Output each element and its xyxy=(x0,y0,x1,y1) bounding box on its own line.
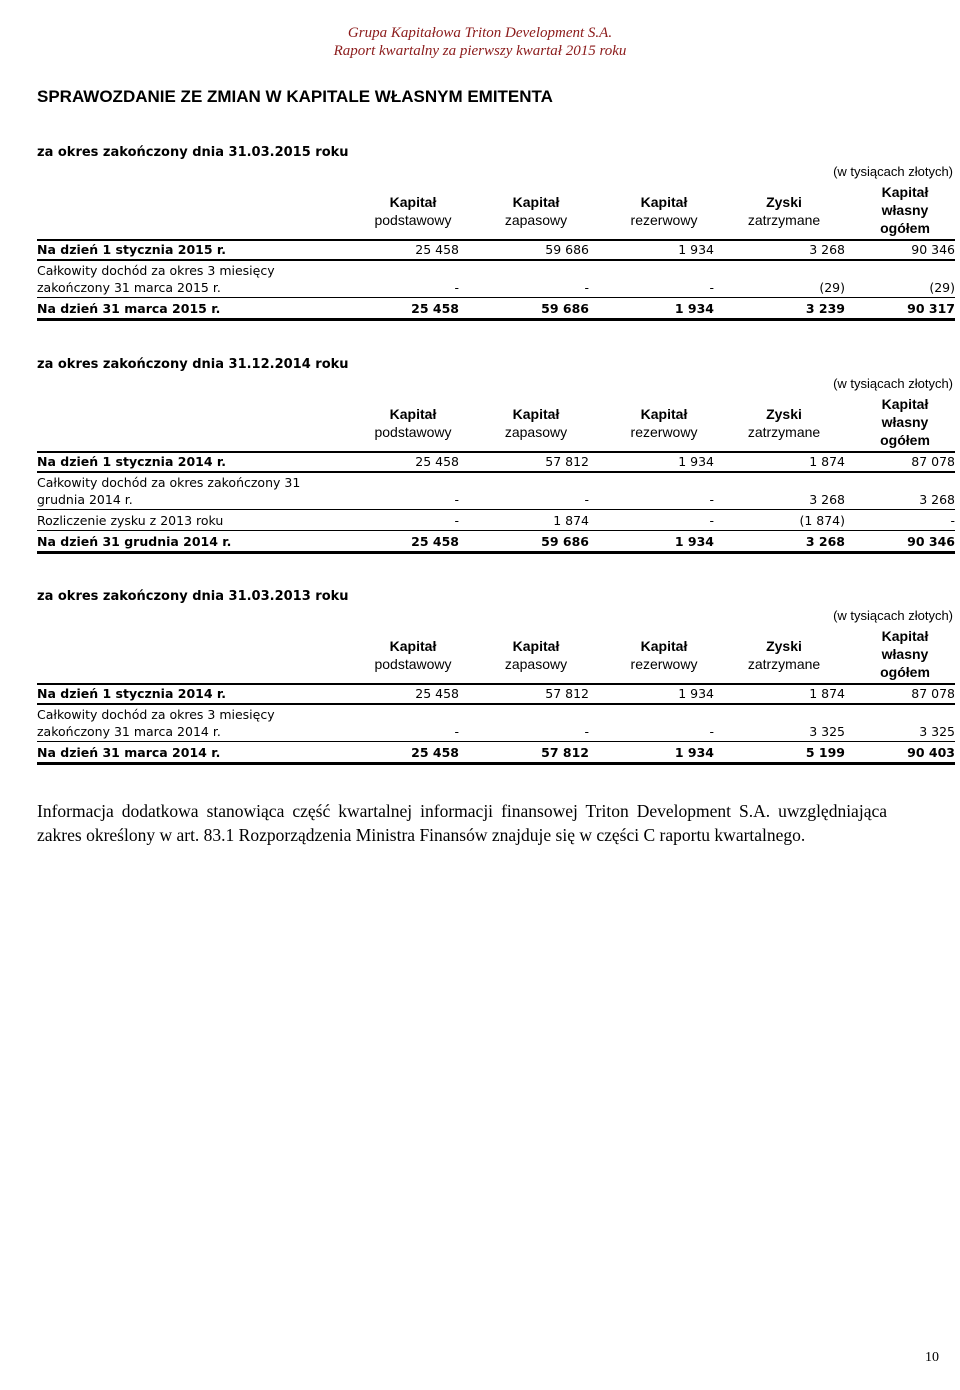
table-row xyxy=(37,706,955,740)
row-value: 25 458 xyxy=(411,534,459,549)
column-header: Kapitał zapasowy xyxy=(504,406,568,440)
row-value: 90 346 xyxy=(911,242,955,257)
row-value: - xyxy=(584,280,589,295)
row-value: 1 934 xyxy=(674,534,714,549)
row-value: 5 199 xyxy=(805,745,845,760)
row-label: Całkowity dochód za okres 3 miesięcy zakończony 31 marca 2014 r. xyxy=(37,707,275,739)
equity-section xyxy=(37,145,955,335)
row-value: 25 458 xyxy=(411,745,459,760)
row-value: 25 458 xyxy=(415,686,459,701)
equity-section xyxy=(37,357,955,547)
row-value: 1 874 xyxy=(553,513,589,528)
report-name: Raport kwartalny za pierwszy kwartał 2015 roku xyxy=(333,43,627,59)
row-label: Całkowity dochód za okres 3 miesięcy zakończony 31 marca 2015 r. xyxy=(37,263,275,295)
units-note: (w tysiącach złotych) xyxy=(833,376,953,391)
row-value: 57 812 xyxy=(545,686,589,701)
column-header: Kapitał rezerwowy xyxy=(630,194,698,228)
row-rule xyxy=(37,530,955,531)
column-header: Kapitał podstawowy xyxy=(374,194,452,228)
column-header: Kapitał rezerwowy xyxy=(630,406,698,440)
row-value: 1 934 xyxy=(678,686,714,701)
column-header: Kapitał rezerwowy xyxy=(630,638,698,672)
table-row xyxy=(37,453,955,470)
row-value: - xyxy=(709,513,714,528)
column-header: Kapitał własny ogółem xyxy=(880,628,930,680)
row-value: 3 268 xyxy=(805,534,845,549)
table-row xyxy=(37,744,955,761)
row-value: 87 078 xyxy=(911,686,955,701)
row-value: 90 403 xyxy=(907,745,955,760)
row-rule xyxy=(37,509,955,510)
row-value: 3 239 xyxy=(805,301,845,316)
row-value: 25 458 xyxy=(415,454,459,469)
period-title: za okres zakończony dnia 31.03.2015 roku xyxy=(37,145,349,160)
period-title: za okres zakończony dnia 31.12.2014 roku xyxy=(37,357,349,372)
row-value: - xyxy=(709,280,714,295)
row-value: (1 874) xyxy=(799,513,845,528)
row-value: 90 346 xyxy=(907,534,955,549)
table-row xyxy=(37,533,955,550)
row-value: - xyxy=(454,492,459,507)
table-row xyxy=(37,512,955,529)
row-value: 59 686 xyxy=(545,242,589,257)
column-header: Zyski zatrzymane xyxy=(747,638,821,672)
equity-section xyxy=(37,589,955,779)
row-value: 3 268 xyxy=(809,492,845,507)
row-rule xyxy=(37,551,955,554)
row-value: - xyxy=(454,280,459,295)
row-value: - xyxy=(950,513,955,528)
row-value: 59 686 xyxy=(541,301,589,316)
column-header: Zyski zatrzymane xyxy=(747,406,821,440)
row-value: - xyxy=(584,492,589,507)
column-header: Kapitał podstawowy xyxy=(374,406,452,440)
column-header: Kapitał własny ogółem xyxy=(880,396,930,448)
row-rule xyxy=(37,762,955,765)
row-value: 57 812 xyxy=(541,745,589,760)
units-note: (w tysiącach złotych) xyxy=(833,164,953,179)
row-label: Na dzień 31 marca 2014 r. xyxy=(37,745,221,760)
row-rule xyxy=(37,297,955,298)
row-value: (29) xyxy=(819,280,845,295)
row-value: - xyxy=(454,513,459,528)
row-value: - xyxy=(584,724,589,739)
row-value: (29) xyxy=(929,280,955,295)
page-title: SPRAWOZDANIE ZE ZMIAN W KAPITALE WŁASNYM EMITENTA xyxy=(37,87,553,106)
row-rule xyxy=(37,259,955,261)
row-value: 3 268 xyxy=(809,242,845,257)
row-value: 25 458 xyxy=(415,242,459,257)
row-value: 1 874 xyxy=(809,686,845,701)
row-value: 3 268 xyxy=(919,492,955,507)
row-value: 57 812 xyxy=(545,454,589,469)
row-label: Na dzień 31 grudnia 2014 r. xyxy=(37,534,232,549)
row-rule xyxy=(37,318,955,321)
row-label: Rozliczenie zysku z 2013 roku xyxy=(37,513,224,528)
table-row xyxy=(37,685,955,702)
report-header xyxy=(0,24,960,60)
row-value: 1 934 xyxy=(674,745,714,760)
column-header: Kapitał zapasowy xyxy=(504,638,568,672)
company-name: Grupa Kapitałowa Triton Development S.A. xyxy=(347,25,613,41)
row-value: 1 874 xyxy=(809,454,845,469)
row-rule xyxy=(37,741,955,742)
column-header: Zyski zatrzymane xyxy=(747,194,821,228)
row-value: 87 078 xyxy=(911,454,955,469)
row-rule xyxy=(37,703,955,705)
row-label: Na dzień 31 marca 2015 r. xyxy=(37,301,221,316)
row-label: Na dzień 1 stycznia 2015 r. xyxy=(37,242,227,257)
row-value: 3 325 xyxy=(919,724,955,739)
row-value: - xyxy=(709,492,714,507)
column-header: Kapitał zapasowy xyxy=(504,194,568,228)
row-label: Na dzień 1 stycznia 2014 r. xyxy=(37,454,227,469)
row-value: 1 934 xyxy=(678,454,714,469)
row-value: 25 458 xyxy=(411,301,459,316)
page-number: 10 xyxy=(925,1350,939,1365)
row-value: 59 686 xyxy=(541,534,589,549)
row-value: 1 934 xyxy=(678,242,714,257)
table-row xyxy=(37,300,955,317)
row-value: 1 934 xyxy=(674,301,714,316)
row-label: Całkowity dochód za okres zakończony 31 grudnia 2014 r. xyxy=(37,475,301,507)
row-value: - xyxy=(709,724,714,739)
column-header: Kapitał podstawowy xyxy=(374,638,452,672)
row-value: 3 325 xyxy=(809,724,845,739)
footnote-text: Informacja dodatkowa stanowiąca część kwartalnej informacji finansowej Triton Development S.A. uwzględniająca zakres określony w art. 83.1 Rozporządzenia Ministra Finansów znajduje się w części C raportu kwartalnego. xyxy=(37,801,887,845)
row-value: - xyxy=(454,724,459,739)
table-row xyxy=(37,241,955,258)
row-rule xyxy=(37,471,955,473)
column-header: Kapitał własny ogółem xyxy=(880,184,930,236)
units-note: (w tysiącach złotych) xyxy=(833,608,953,623)
row-value: 90 317 xyxy=(907,301,955,316)
row-label: Na dzień 1 stycznia 2014 r. xyxy=(37,686,227,701)
table-row xyxy=(37,474,955,508)
period-title: za okres zakończony dnia 31.03.2013 roku xyxy=(37,589,349,604)
table-row xyxy=(37,262,955,296)
